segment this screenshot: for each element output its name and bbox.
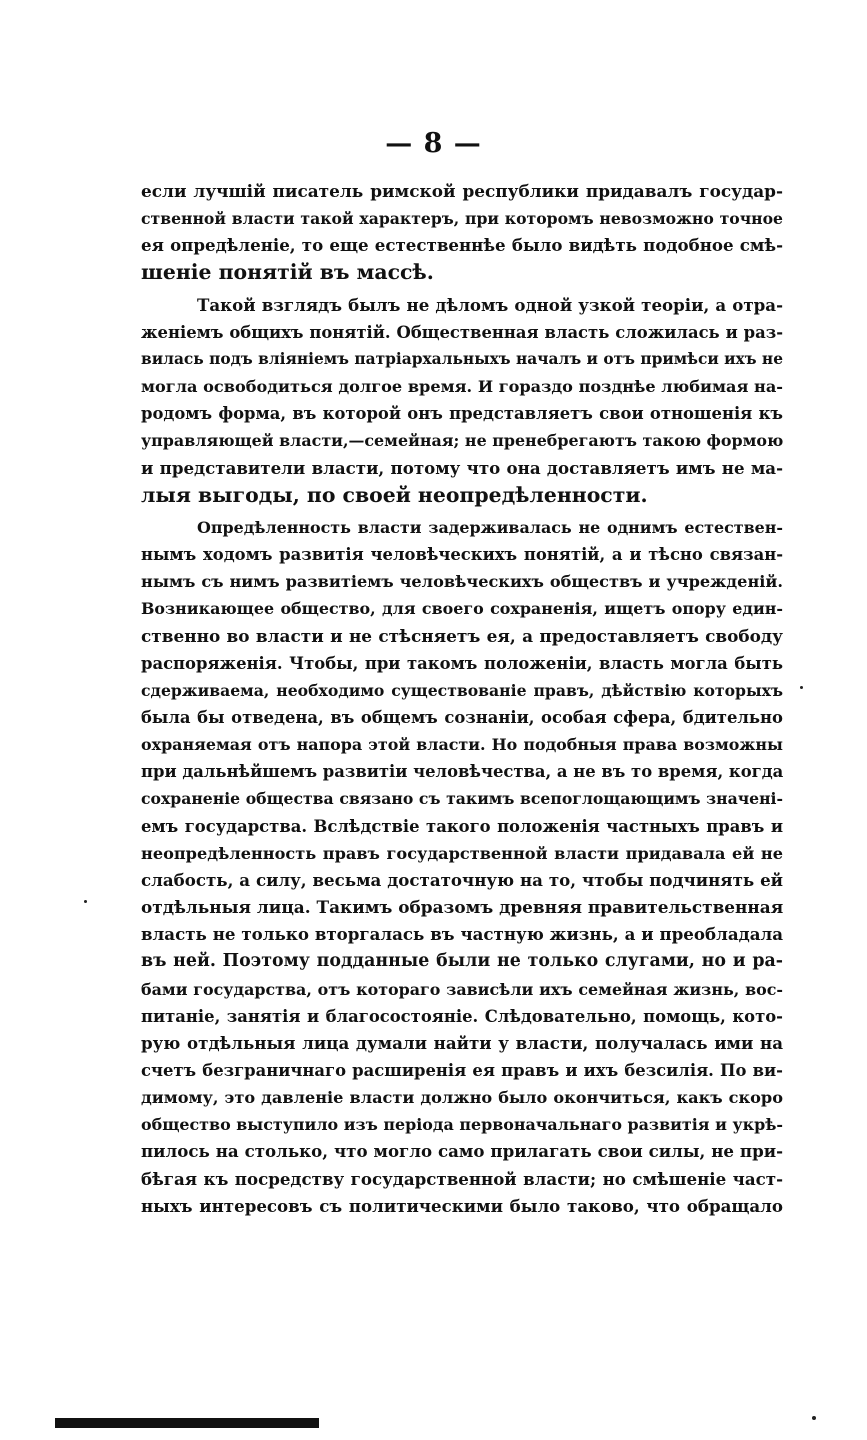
text-line: димому, это давленіе власти должно было окончиться, какъ скоро bbox=[141, 1088, 783, 1108]
text-line: женіемъ общихъ понятій. Общественная власть сложилась и раз- bbox=[141, 322, 783, 342]
text-line: сдерживаема, необходимо существованіе правъ, дѣйствію которыхъ bbox=[141, 680, 783, 700]
text-line: рую отдѣльныя лица думали найти у власти, получалась ими на bbox=[141, 1032, 783, 1053]
text-line: Опредѣленность власти задерживалась не однимъ естествен- bbox=[197, 517, 783, 537]
text-line: бами государства, отъ котораго зависѣли ихъ семейная жизнь, вос- bbox=[141, 979, 783, 999]
text-line: если лучшій писатель римской республики придавалъ государ- bbox=[141, 181, 783, 201]
text-line: ныхъ интересовъ съ политическими было таково, что обращало bbox=[141, 1195, 783, 1216]
text-line: ея опредѣленіе, то еще естественнѣе было видѣть подобное смѣ- bbox=[141, 235, 783, 256]
text-line: общество выступило изъ періода первоначальнаго развитія и укрѣ- bbox=[141, 1115, 783, 1135]
text-line: отдѣльныя лица. Такимъ образомъ древняя правительственная bbox=[141, 897, 783, 918]
scan-speck bbox=[84, 900, 87, 903]
text-line: охраняемая отъ напора этой власти. Но подобныя права возможны bbox=[141, 735, 783, 755]
text-line: пилось на столько, что могло само прилагать свои силы, не при- bbox=[141, 1141, 783, 1162]
text-line: слабость, а силу, весьма достаточную на то, чтобы подчинять ей bbox=[141, 869, 783, 890]
text-line: была бы отведена, въ общемъ сознаніи, особая сфера, бдительно bbox=[141, 707, 783, 727]
bottom-rule bbox=[55, 1418, 319, 1428]
text-line: и представители власти, потому что она доставляетъ имъ не ма- bbox=[141, 457, 783, 478]
text-line: счетъ безграничнаго расширенія ея правъ и ихъ безсилія. По ви- bbox=[141, 1061, 783, 1080]
text-line: вилась подъ вліяніемъ патріархальныхъ началъ и отъ примѣси ихъ не bbox=[141, 349, 783, 368]
text-line: лыя выгоды, по своей неопредѣленности. bbox=[141, 482, 648, 507]
text-line: въ ней. Поэтому подданные были не только слугами, но и ра- bbox=[141, 951, 783, 972]
text-line: Такой взглядъ былъ не дѣломъ одной узкой теоріи, а отра- bbox=[197, 294, 783, 315]
text-line: нымъ ходомъ развитія человѣческихъ понятій, а и тѣсно связан- bbox=[141, 545, 783, 565]
text-line: родомъ форма, въ которой онъ представляетъ свои отношенія къ bbox=[141, 404, 783, 424]
page-number: — 8 — bbox=[385, 128, 482, 159]
scan-speck bbox=[812, 1416, 816, 1420]
text-line: емъ государства. Вслѣдствіе такого положенія частныхъ правъ и bbox=[141, 816, 783, 836]
paragraph bbox=[141, 514, 783, 1220]
text-line: ственной власти такой характеръ, при которомъ невозможно точное bbox=[141, 209, 783, 229]
text-line: управляющей власти,—семейная; не пренебрегаютъ такою формою bbox=[141, 431, 783, 451]
text-line: бѣгая къ посредству государственной власти; но смѣшеніе част- bbox=[141, 1168, 783, 1189]
text-line: распоряженія. Чтобы, при такомъ положеніи, власть могла быть bbox=[141, 653, 783, 673]
text-line: могла освободиться долгое время. И гораздо позднѣе любимая на- bbox=[141, 377, 783, 397]
text-line: Возникающее общество, для своего сохраненія, ищетъ опору един- bbox=[141, 599, 783, 619]
paragraph bbox=[141, 292, 783, 509]
text-line: сохраненіе общества связано съ такимъ всепоглощающимъ значені- bbox=[141, 789, 783, 809]
text-line: ственно во власти и не стѣсняетъ ея, а предоставляетъ свободу bbox=[141, 625, 783, 646]
text-line: нымъ съ нимъ развитіемъ человѣческихъ обществъ и учрежденій. bbox=[141, 572, 783, 592]
text-line: при дальнѣйшемъ развитіи человѣчества, а не въ то время, когда bbox=[141, 762, 783, 782]
paragraph bbox=[141, 178, 783, 287]
text-line: неопредѣленность правъ государственной власти придавала ей не bbox=[141, 843, 783, 863]
scan-speck bbox=[800, 686, 803, 689]
body-text bbox=[141, 178, 783, 1220]
text-line: власть не только вторгалась въ частную жизнь, а и преобладала bbox=[141, 924, 783, 945]
text-line: питаніе, занятія и благосостояніе. Слѣдовательно, помощь, кото- bbox=[141, 1006, 783, 1026]
text-line: шеніе понятій въ массѣ. bbox=[141, 260, 434, 285]
